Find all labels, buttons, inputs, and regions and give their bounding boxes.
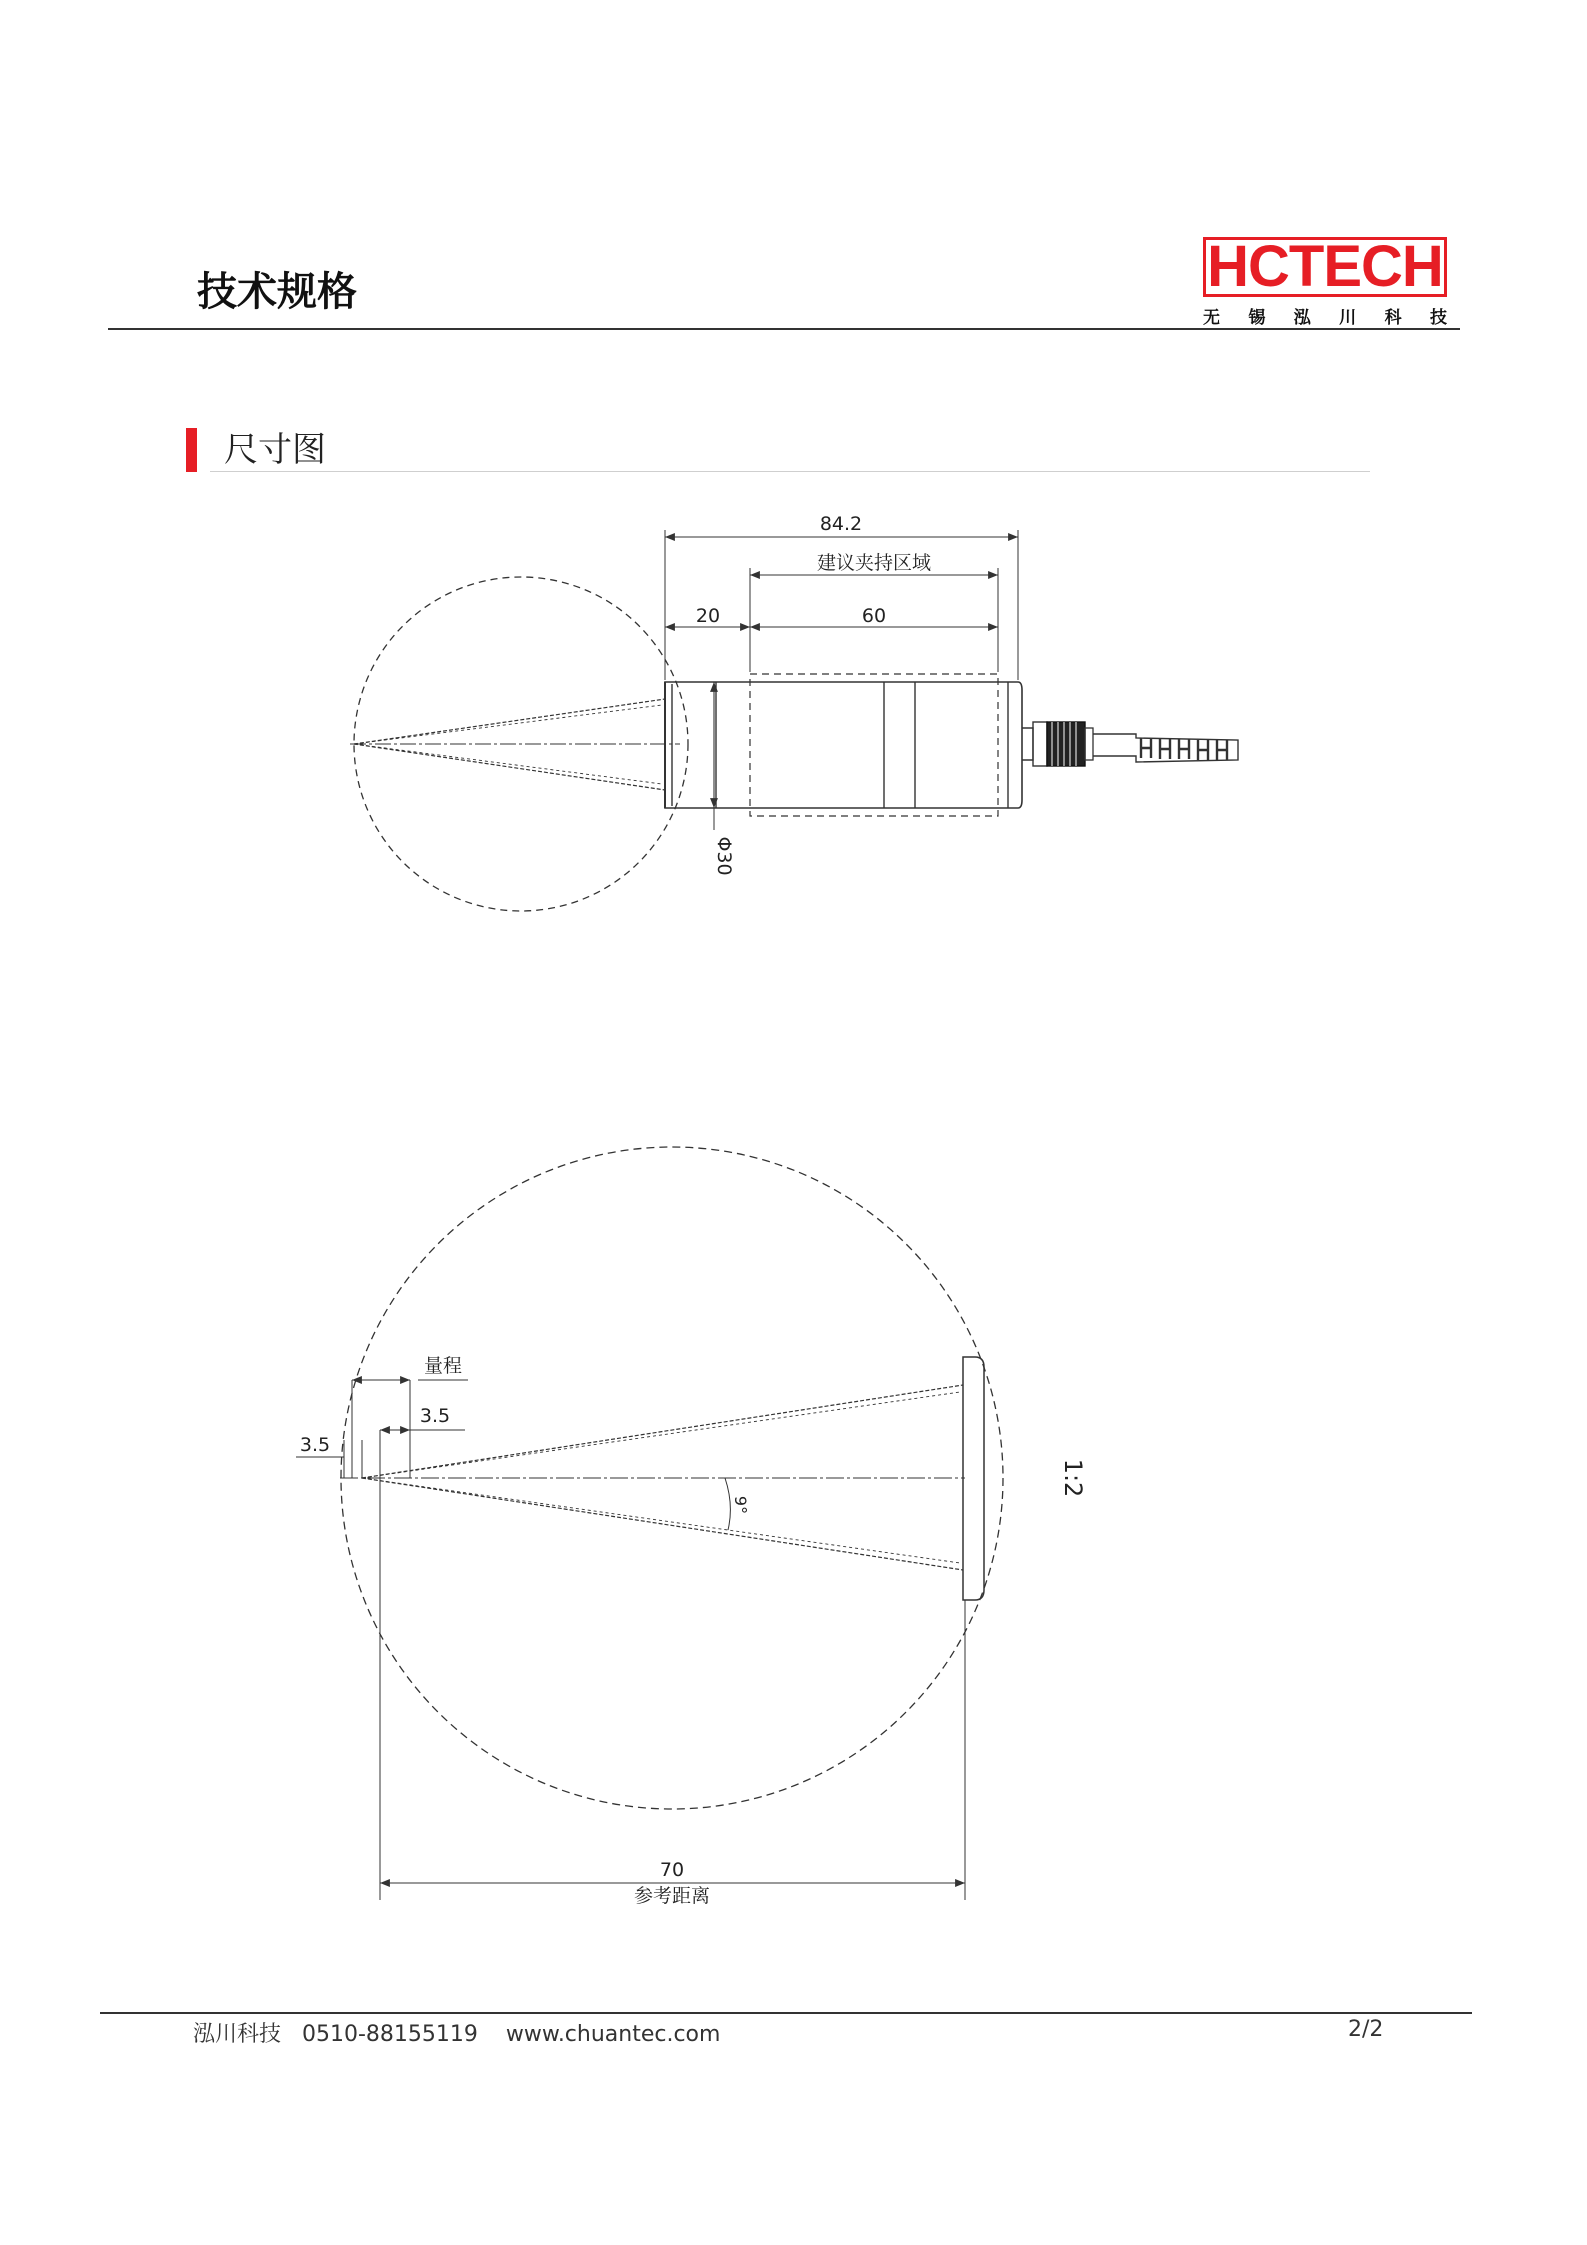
- reference-distance-label: 参考距离: [633, 1885, 711, 1907]
- logo-wordmark: HCTECH: [1207, 234, 1443, 299]
- footer-contact: 泓川科技 0510-88155119 www.chuantec.com: [193, 2022, 721, 2047]
- logo-char: 泓: [1293, 308, 1311, 328]
- dim-clamp-zone-label: 建议夹持区域: [816, 552, 932, 574]
- dim-offset-b: 3.5: [299, 1434, 331, 1456]
- logo-char: 锡: [1248, 308, 1266, 328]
- footer-divider: [100, 2012, 1472, 2014]
- dim-diameter: Φ30: [713, 836, 735, 876]
- section-title: 尺寸图: [224, 430, 326, 470]
- beam-angle: 9°: [731, 1495, 750, 1515]
- sensor-side-view: [350, 530, 1238, 911]
- dim-offset-a: 3.5: [419, 1405, 451, 1427]
- dim-clamp-length: 60: [861, 605, 887, 627]
- logo-char: 技: [1429, 308, 1447, 328]
- logo-char: 川: [1339, 308, 1357, 328]
- dim-front-length: 20: [695, 605, 721, 627]
- page-title: 技术规格: [197, 269, 357, 315]
- scale-label: 1:2: [1059, 1458, 1087, 1498]
- logo-char: 科: [1384, 308, 1402, 328]
- range-label: 量程: [423, 1355, 463, 1377]
- logo-char: 无: [1203, 308, 1220, 328]
- dim-reference-distance: 70: [659, 1859, 685, 1881]
- page-number: 2/2: [1348, 2017, 1384, 2042]
- beam-detail-view: [296, 1147, 1003, 1900]
- dim-total-length: 84.2: [819, 513, 863, 535]
